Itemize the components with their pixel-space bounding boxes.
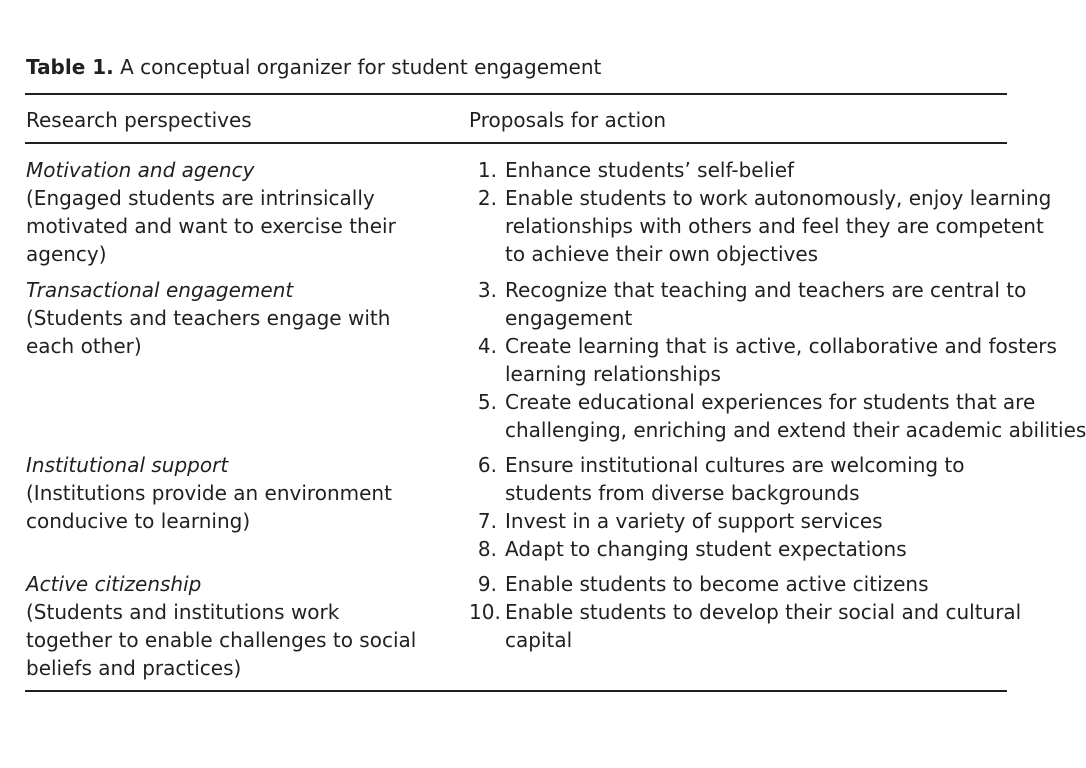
table-bottom-rule	[25, 690, 1007, 692]
proposal-text-line: learning relationships	[505, 362, 721, 386]
perspective-title: Motivation and agency	[26, 158, 255, 182]
proposal-number: 6.	[477, 453, 497, 477]
column-header-proposals-for-action: Proposals for action	[469, 108, 667, 132]
proposal-number: 5.	[477, 390, 497, 414]
proposal-number: 7.	[477, 509, 497, 533]
proposal-text-line: engagement	[505, 306, 633, 330]
perspective-description-line: motivated and want to exercise their	[26, 214, 396, 238]
proposal-text-line: Enable students to develop their social and cultural	[505, 600, 1022, 624]
proposal-text-line: Ensure institutional cultures are welcoming to	[505, 453, 965, 477]
table-header-rule	[25, 142, 1007, 144]
perspective-description-line: (Students and institutions work	[26, 600, 340, 624]
perspective-description-line: (Students and teachers engage with	[26, 306, 391, 330]
proposal-number: 10.	[469, 600, 501, 624]
proposal-number: 3.	[477, 278, 497, 302]
table-row-proposals	[469, 156, 1052, 268]
proposal-item	[469, 451, 1009, 507]
proposal-text-line: Adapt to changing student expectations	[505, 537, 907, 561]
proposal-text-line: capital	[505, 628, 573, 652]
proposal-text-line: relationships with others and feel they are competent	[505, 214, 1044, 238]
perspective-description-line: each other)	[26, 334, 142, 358]
proposal-text-line: Invest in a variety of support services	[505, 509, 883, 533]
proposal-text-line: Create educational experiences for students that are	[505, 390, 1036, 414]
proposal-text-line: Enhance students’ self-belief	[505, 158, 795, 182]
proposal-item	[469, 570, 1009, 598]
table-row-perspective	[26, 451, 446, 535]
proposal-text-line: challenging, enriching and extend their academic abilities	[505, 418, 1086, 442]
proposal-number: 9.	[477, 572, 497, 596]
proposal-number: 4.	[477, 334, 497, 358]
column-header-research-perspectives: Research perspectives	[26, 108, 252, 132]
proposal-item	[469, 332, 1057, 388]
proposal-number: 1.	[477, 158, 497, 182]
table-top-rule	[25, 93, 1007, 95]
proposal-text-line: students from diverse backgrounds	[505, 481, 860, 505]
perspective-description-line: beliefs and practices)	[26, 656, 242, 680]
table-row-proposals	[469, 276, 1086, 444]
proposal-item	[469, 156, 1009, 184]
perspective-title: Transactional engagement	[26, 278, 294, 302]
proposal-item	[469, 598, 1022, 654]
proposal-text-line: Create learning that is active, collaborative and fosters	[505, 334, 1057, 358]
proposal-text-line: Enable students to become active citizens	[505, 572, 929, 596]
perspective-description-line: together to enable challenges to social	[26, 628, 417, 652]
perspective-description-line: (Engaged students are intrinsically	[26, 186, 375, 210]
table-caption-label: Table 1.	[26, 55, 114, 79]
proposal-number: 8.	[477, 537, 497, 561]
proposal-text-line: Enable students to work autonomously, enjoy learning	[505, 186, 1052, 210]
table-row-perspective	[26, 156, 446, 268]
proposal-text-line: to achieve their own objectives	[505, 242, 819, 266]
perspective-title: Active citizenship	[26, 572, 202, 596]
proposal-item	[469, 507, 1009, 535]
proposal-item	[469, 535, 1009, 563]
table-caption	[26, 53, 601, 81]
perspective-description-line: (Institutions provide an environment	[26, 481, 392, 505]
table-row-perspective	[26, 276, 446, 360]
table-row-perspective	[26, 570, 446, 682]
table-row-proposals	[469, 451, 1009, 563]
proposal-item	[469, 388, 1086, 444]
perspective-description-line: conducive to learning)	[26, 509, 251, 533]
table-caption-text: A conceptual organizer for student engagement	[120, 55, 602, 79]
perspective-description-line: agency)	[26, 242, 107, 266]
perspective-title: Institutional support	[26, 453, 229, 477]
proposal-text-line: Recognize that teaching and teachers are central to	[505, 278, 1027, 302]
proposal-number: 2.	[477, 186, 497, 210]
table-row-proposals	[469, 570, 1022, 654]
proposal-item	[469, 184, 1052, 268]
proposal-item	[469, 276, 1027, 332]
